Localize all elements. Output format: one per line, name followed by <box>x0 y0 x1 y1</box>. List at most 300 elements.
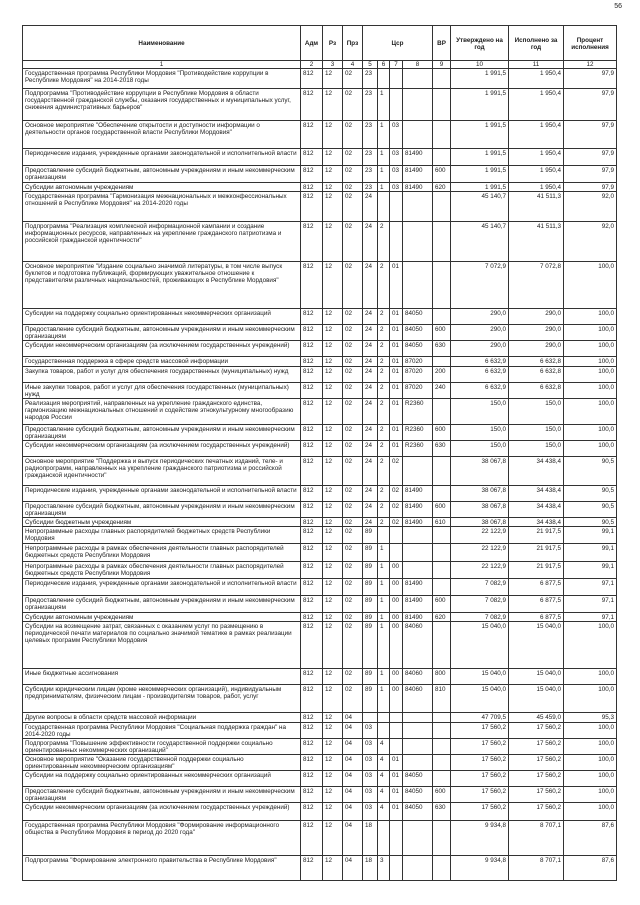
cell-vr: 600 <box>433 425 451 441</box>
cell-csr-4: R2360 <box>403 399 433 425</box>
cell-percent: 100,0 <box>564 685 617 713</box>
column-number: 11 <box>509 61 564 69</box>
cell-csr-2: 2 <box>378 441 390 457</box>
cell-name: Государственная программа Республики Мордовия "Противодействие коррупции в Республике Мордовия" на 2014-2018 годы <box>23 69 301 89</box>
cell-rz: 12 <box>323 622 343 669</box>
cell-executed: 15 040,0 <box>509 669 564 685</box>
cell-csr-3: 00 <box>390 596 403 613</box>
cell-adm: 812 <box>301 562 323 579</box>
cell-percent: 97,1 <box>564 579 617 596</box>
cell-percent: 100,0 <box>564 383 617 399</box>
cell-percent: 92,0 <box>564 222 617 262</box>
cell-name: Непрограммные расходы в рамках обеспечения деятельности главных распорядителей бюджетных средств Республики Мордовия <box>23 562 301 579</box>
cell-csr-2: 2 <box>378 457 390 486</box>
cell-csr-4 <box>403 856 433 881</box>
cell-csr-3 <box>390 89 403 121</box>
cell-approved: 290,0 <box>451 325 509 341</box>
cell-prz: 02 <box>343 613 363 622</box>
cell-prz: 02 <box>343 399 363 425</box>
header-row <box>23 26 617 61</box>
cell-percent: 100,0 <box>564 755 617 771</box>
cell-percent: 90,5 <box>564 457 617 486</box>
cell-rz: 12 <box>323 856 343 881</box>
cell-csr-4: 84050 <box>403 771 433 787</box>
cell-executed: 17 560,2 <box>509 755 564 771</box>
cell-vr: 600 <box>433 325 451 341</box>
cell-csr-1: 89 <box>363 622 378 669</box>
cell-prz: 02 <box>343 183 363 192</box>
cell-approved: 15 040,0 <box>451 685 509 713</box>
cell-csr-2 <box>378 821 390 856</box>
column-number: 10 <box>451 61 509 69</box>
cell-name: Субсидии на поддержку социально ориентированных некоммерческих организаций <box>23 771 301 787</box>
cell-prz: 02 <box>343 579 363 596</box>
cell-rz: 12 <box>323 502 343 518</box>
table-row <box>23 166 617 183</box>
column-number: 5 <box>363 61 378 69</box>
cell-csr-3: 03 <box>390 149 403 166</box>
table-row <box>23 856 617 881</box>
cell-adm: 812 <box>301 613 323 622</box>
cell-csr-4: 81490 <box>403 149 433 166</box>
cell-approved: 45 140,7 <box>451 222 509 262</box>
cell-csr-1: 89 <box>363 669 378 685</box>
table-row <box>23 486 617 502</box>
table-row <box>23 771 617 787</box>
cell-csr-1: 24 <box>363 325 378 341</box>
table-row <box>23 713 617 723</box>
cell-csr-1: 18 <box>363 856 378 881</box>
table-row <box>23 69 617 89</box>
cell-rz: 12 <box>323 121 343 149</box>
table-row <box>23 192 617 222</box>
cell-percent: 90,5 <box>564 486 617 502</box>
cell-name: Субсидии некоммерческим организациям (за исключением государственных учреждений) <box>23 803 301 821</box>
cell-csr-3 <box>390 856 403 881</box>
cell-csr-4: 84050 <box>403 325 433 341</box>
cell-prz: 04 <box>343 803 363 821</box>
cell-csr-4 <box>403 89 433 121</box>
cell-executed: 1 950,4 <box>509 183 564 192</box>
cell-percent: 100,0 <box>564 309 617 325</box>
cell-approved: 15 040,0 <box>451 669 509 685</box>
cell-executed: 150,0 <box>509 425 564 441</box>
cell-adm: 812 <box>301 69 323 89</box>
cell-approved: 1 991,5 <box>451 183 509 192</box>
cell-prz: 02 <box>343 325 363 341</box>
cell-executed: 45 459,0 <box>509 713 564 723</box>
cell-adm: 812 <box>301 502 323 518</box>
cell-prz: 04 <box>343 856 363 881</box>
table-row <box>23 502 617 518</box>
cell-approved: 6 632,9 <box>451 367 509 383</box>
cell-name: Предоставление субсидий бюджетным, автономным учреждениям и иным некоммерческим организациям <box>23 787 301 803</box>
cell-rz: 12 <box>323 383 343 399</box>
cell-csr-3 <box>390 222 403 262</box>
cell-prz: 04 <box>343 771 363 787</box>
cell-rz: 12 <box>323 69 343 89</box>
cell-rz: 12 <box>323 771 343 787</box>
cell-name: Периодические издания, учрежденные органами законодательной и исполнительной власти <box>23 149 301 166</box>
cell-percent: 99,1 <box>564 544 617 562</box>
cell-csr-2: 2 <box>378 486 390 502</box>
table-row <box>23 309 617 325</box>
cell-csr-1: 03 <box>363 755 378 771</box>
column-number: 7 <box>390 61 403 69</box>
cell-csr-2: 1 <box>378 149 390 166</box>
cell-csr-1: 23 <box>363 166 378 183</box>
cell-vr <box>433 121 451 149</box>
cell-csr-4 <box>403 562 433 579</box>
cell-percent: 100,0 <box>564 425 617 441</box>
cell-csr-1: 89 <box>363 527 378 544</box>
cell-csr-4 <box>403 457 433 486</box>
budget-table <box>22 25 617 881</box>
cell-rz: 12 <box>323 596 343 613</box>
cell-adm: 812 <box>301 425 323 441</box>
cell-csr-2: 2 <box>378 502 390 518</box>
cell-vr: 810 <box>433 685 451 713</box>
cell-csr-3 <box>390 192 403 222</box>
cell-vr <box>433 262 451 309</box>
table-row <box>23 183 617 192</box>
cell-prz: 04 <box>343 787 363 803</box>
cell-prz: 02 <box>343 441 363 457</box>
cell-vr <box>433 486 451 502</box>
cell-vr <box>433 739 451 755</box>
cell-csr-4: 87020 <box>403 383 433 399</box>
cell-percent: 97,9 <box>564 121 617 149</box>
cell-percent: 100,0 <box>564 739 617 755</box>
cell-vr: 200 <box>433 367 451 383</box>
cell-csr-3 <box>390 821 403 856</box>
cell-approved: 7 072,9 <box>451 262 509 309</box>
cell-csr-2: 1 <box>378 166 390 183</box>
cell-rz: 12 <box>323 755 343 771</box>
cell-csr-4: 81490 <box>403 596 433 613</box>
cell-approved: 290,0 <box>451 309 509 325</box>
page-number: 56 <box>614 3 622 10</box>
cell-percent: 100,0 <box>564 399 617 425</box>
cell-name: Основное мероприятие "Оказание государственной поддержки социально ориентированным некоммерческим организациям" <box>23 755 301 771</box>
cell-adm: 812 <box>301 149 323 166</box>
cell-executed: 6 877,5 <box>509 613 564 622</box>
cell-name: Иные бюджетные ассигнования <box>23 669 301 685</box>
cell-csr-2 <box>378 713 390 723</box>
cell-vr: 800 <box>433 669 451 685</box>
cell-approved: 22 122,9 <box>451 544 509 562</box>
cell-adm: 812 <box>301 399 323 425</box>
cell-csr-2: 1 <box>378 89 390 121</box>
cell-vr: 630 <box>433 341 451 357</box>
cell-csr-4: 84050 <box>403 787 433 803</box>
cell-prz: 02 <box>343 383 363 399</box>
cell-adm: 812 <box>301 341 323 357</box>
table-row <box>23 325 617 341</box>
cell-approved: 47 709,5 <box>451 713 509 723</box>
cell-vr: 600 <box>433 502 451 518</box>
cell-vr: 630 <box>433 441 451 457</box>
cell-csr-2: 4 <box>378 755 390 771</box>
cell-adm: 812 <box>301 89 323 121</box>
cell-vr <box>433 89 451 121</box>
cell-csr-1: 89 <box>363 596 378 613</box>
cell-prz: 02 <box>343 367 363 383</box>
cell-csr-2: 1 <box>378 121 390 149</box>
cell-csr-3: 02 <box>390 457 403 486</box>
cell-csr-1: 24 <box>363 383 378 399</box>
cell-approved: 17 560,2 <box>451 771 509 787</box>
cell-executed: 1 950,4 <box>509 69 564 89</box>
cell-vr <box>433 562 451 579</box>
cell-csr-4: 84050 <box>403 803 433 821</box>
cell-name: Непрограммные расходы главных распорядителей бюджетных средств Республики Мордовия <box>23 527 301 544</box>
cell-csr-3: 03 <box>390 166 403 183</box>
cell-csr-4: R2360 <box>403 425 433 441</box>
cell-percent: 99,1 <box>564 527 617 544</box>
table-row <box>23 622 617 669</box>
cell-csr-3: 01 <box>390 309 403 325</box>
cell-csr-4: 84060 <box>403 669 433 685</box>
cell-rz: 12 <box>323 544 343 562</box>
cell-rz: 12 <box>323 803 343 821</box>
cell-prz: 02 <box>343 669 363 685</box>
cell-csr-1: 03 <box>363 787 378 803</box>
cell-name: Подпрограмма "Противодействие коррупции в Республике Мордовия в области государственной гражданской службы, оказания государственных и муниципальных услуг, снижения административных барьеров" <box>23 89 301 121</box>
cell-csr-4 <box>403 713 433 723</box>
cell-csr-2 <box>378 527 390 544</box>
cell-name: Субсидии автономным учреждениям <box>23 183 301 192</box>
cell-csr-3: 02 <box>390 518 403 527</box>
cell-csr-2: 1 <box>378 596 390 613</box>
cell-rz: 12 <box>323 192 343 222</box>
cell-vr <box>433 723 451 739</box>
cell-approved: 150,0 <box>451 441 509 457</box>
cell-csr-1: 23 <box>363 149 378 166</box>
cell-csr-4 <box>403 723 433 739</box>
cell-name: Государственная программа Республики Мордовия "Формирование информационного общества в Республике Мордовия в период до 2020 года" <box>23 821 301 856</box>
cell-percent: 92,0 <box>564 192 617 222</box>
cell-executed: 17 560,2 <box>509 771 564 787</box>
cell-csr-4 <box>403 821 433 856</box>
table-row <box>23 367 617 383</box>
cell-approved: 22 122,9 <box>451 562 509 579</box>
cell-name: Государственная программа "Гармонизация межнациональных и межконфессиональных отношений в Республике Мордовия" на 2014-2020 годы <box>23 192 301 222</box>
cell-name: Основное мероприятие "Издание социально значимой литературы, в том числе выпуск буклетов и подготовка публикаций, формирующих уважительное отношение к представителям различных национальностей, проживающих в Республике Мордовия" <box>23 262 301 309</box>
cell-percent: 100,0 <box>564 723 617 739</box>
cell-csr-4: 81490 <box>403 613 433 622</box>
cell-prz: 02 <box>343 192 363 222</box>
cell-vr <box>433 309 451 325</box>
cell-executed: 290,0 <box>509 325 564 341</box>
cell-csr-2: 1 <box>378 183 390 192</box>
cell-approved: 17 560,2 <box>451 787 509 803</box>
header-executed: Исполнено за год <box>509 26 564 61</box>
cell-prz: 04 <box>343 755 363 771</box>
table-row <box>23 425 617 441</box>
cell-vr <box>433 755 451 771</box>
cell-csr-4: 84050 <box>403 309 433 325</box>
cell-vr: 600 <box>433 166 451 183</box>
cell-csr-4 <box>403 121 433 149</box>
cell-prz: 02 <box>343 685 363 713</box>
table-row <box>23 755 617 771</box>
cell-approved: 17 560,2 <box>451 723 509 739</box>
cell-adm: 812 <box>301 183 323 192</box>
cell-prz: 02 <box>343 69 363 89</box>
cell-csr-2: 2 <box>378 325 390 341</box>
cell-executed: 6 877,5 <box>509 596 564 613</box>
cell-percent: 100,0 <box>564 441 617 457</box>
cell-name: Предоставление субсидий бюджетным, автономным учреждениям и иным некоммерческим организациям <box>23 502 301 518</box>
cell-name: Закупка товаров, работ и услуг для обеспечения государственных (муниципальных) нужд <box>23 367 301 383</box>
cell-percent: 87,6 <box>564 821 617 856</box>
cell-adm: 812 <box>301 685 323 713</box>
table-row <box>23 723 617 739</box>
cell-rz: 12 <box>323 183 343 192</box>
cell-rz: 12 <box>323 309 343 325</box>
cell-csr-4 <box>403 527 433 544</box>
cell-percent: 100,0 <box>564 262 617 309</box>
cell-name: Субсидии автономным учреждениям <box>23 613 301 622</box>
cell-executed: 1 950,4 <box>509 89 564 121</box>
cell-csr-1: 89 <box>363 685 378 713</box>
cell-rz: 12 <box>323 367 343 383</box>
table-row <box>23 341 617 357</box>
table-row <box>23 399 617 425</box>
cell-csr-4 <box>403 69 433 89</box>
cell-csr-2: 1 <box>378 613 390 622</box>
cell-prz: 02 <box>343 502 363 518</box>
cell-rz: 12 <box>323 713 343 723</box>
column-number: 8 <box>403 61 433 69</box>
cell-approved: 9 934,8 <box>451 856 509 881</box>
cell-csr-3: 02 <box>390 486 403 502</box>
header-csr: Цср <box>363 26 433 61</box>
cell-csr-3: 01 <box>390 399 403 425</box>
cell-executed: 6 632,8 <box>509 383 564 399</box>
cell-executed: 8 707,1 <box>509 856 564 881</box>
cell-csr-1: 89 <box>363 562 378 579</box>
table-row <box>23 544 617 562</box>
cell-csr-1: 89 <box>363 544 378 562</box>
cell-csr-4: 84060 <box>403 685 433 713</box>
table-row <box>23 357 617 367</box>
cell-approved: 7 082,9 <box>451 613 509 622</box>
cell-csr-1 <box>363 713 378 723</box>
cell-csr-3: 00 <box>390 669 403 685</box>
cell-vr: 240 <box>433 383 451 399</box>
column-number: 12 <box>564 61 617 69</box>
header-rz: Рз <box>323 26 343 61</box>
cell-prz: 04 <box>343 723 363 739</box>
cell-adm: 812 <box>301 222 323 262</box>
cell-name: Основное мероприятие "Поддержка и выпуск периодических печатных изданий, теле- и радиопрограмм, направленных на укрепление гражданского патриотизма и российской гражданской идентичности" <box>23 457 301 486</box>
cell-executed: 6 877,5 <box>509 579 564 596</box>
cell-adm: 812 <box>301 383 323 399</box>
cell-approved: 7 082,9 <box>451 579 509 596</box>
cell-csr-3 <box>390 713 403 723</box>
cell-prz: 02 <box>343 544 363 562</box>
cell-csr-3: 00 <box>390 622 403 669</box>
cell-approved: 1 991,5 <box>451 69 509 89</box>
cell-csr-2: 2 <box>378 518 390 527</box>
cell-csr-2 <box>378 723 390 739</box>
header-approved: Утверждено на год <box>451 26 509 61</box>
cell-name: Предоставление субсидий бюджетным, автономным учреждениям и иным некоммерческим организациям <box>23 166 301 183</box>
cell-executed: 1 950,4 <box>509 149 564 166</box>
cell-csr-3: 02 <box>390 502 403 518</box>
cell-rz: 12 <box>323 518 343 527</box>
cell-vr <box>433 856 451 881</box>
cell-csr-3: 01 <box>390 341 403 357</box>
cell-csr-1: 89 <box>363 579 378 596</box>
header-prz: Прз <box>343 26 363 61</box>
cell-csr-4: 81490 <box>403 486 433 502</box>
cell-adm: 812 <box>301 518 323 527</box>
cell-vr <box>433 399 451 425</box>
cell-vr: 600 <box>433 596 451 613</box>
cell-executed: 41 511,3 <box>509 222 564 262</box>
cell-csr-4: R2360 <box>403 441 433 457</box>
cell-executed: 15 040,0 <box>509 622 564 669</box>
cell-adm: 812 <box>301 357 323 367</box>
cell-csr-4 <box>403 544 433 562</box>
cell-vr <box>433 192 451 222</box>
cell-csr-4: 84050 <box>403 341 433 357</box>
cell-adm: 812 <box>301 441 323 457</box>
cell-csr-1: 24 <box>363 441 378 457</box>
cell-csr-1: 24 <box>363 262 378 309</box>
cell-csr-1: 03 <box>363 739 378 755</box>
cell-rz: 12 <box>323 166 343 183</box>
cell-rz: 12 <box>323 325 343 341</box>
cell-csr-3 <box>390 69 403 89</box>
cell-csr-3: 00 <box>390 613 403 622</box>
cell-approved: 6 632,9 <box>451 383 509 399</box>
cell-prz: 02 <box>343 486 363 502</box>
cell-percent: 97,9 <box>564 183 617 192</box>
cell-csr-1: 24 <box>363 486 378 502</box>
cell-vr: 620 <box>433 613 451 622</box>
cell-executed: 21 917,5 <box>509 544 564 562</box>
cell-csr-4: 87020 <box>403 357 433 367</box>
cell-rz: 12 <box>323 341 343 357</box>
cell-rz: 12 <box>323 579 343 596</box>
cell-csr-2 <box>378 192 390 222</box>
cell-csr-3: 00 <box>390 579 403 596</box>
cell-csr-4: 81490 <box>403 166 433 183</box>
column-number: 2 <box>301 61 323 69</box>
cell-name: Субсидии юридическим лицам (кроме некоммерческих организаций), индивидуальным предпринимателям, физическим лицам - производителям товаров, работ, услуг <box>23 685 301 713</box>
cell-adm: 812 <box>301 821 323 856</box>
cell-adm: 812 <box>301 596 323 613</box>
cell-vr: 630 <box>433 803 451 821</box>
cell-csr-1: 24 <box>363 309 378 325</box>
cell-prz: 02 <box>343 89 363 121</box>
cell-executed: 6 632,8 <box>509 367 564 383</box>
cell-percent: 100,0 <box>564 771 617 787</box>
column-number: 4 <box>343 61 363 69</box>
cell-csr-3: 01 <box>390 357 403 367</box>
cell-percent: 97,1 <box>564 613 617 622</box>
cell-rz: 12 <box>323 441 343 457</box>
cell-rz: 12 <box>323 457 343 486</box>
cell-name: Государственная программа Республики Мордовия "Социальная поддержка граждан" на 2014-2020 годы <box>23 723 301 739</box>
cell-csr-3: 01 <box>390 441 403 457</box>
cell-csr-1: 24 <box>363 367 378 383</box>
cell-executed: 17 560,2 <box>509 739 564 755</box>
